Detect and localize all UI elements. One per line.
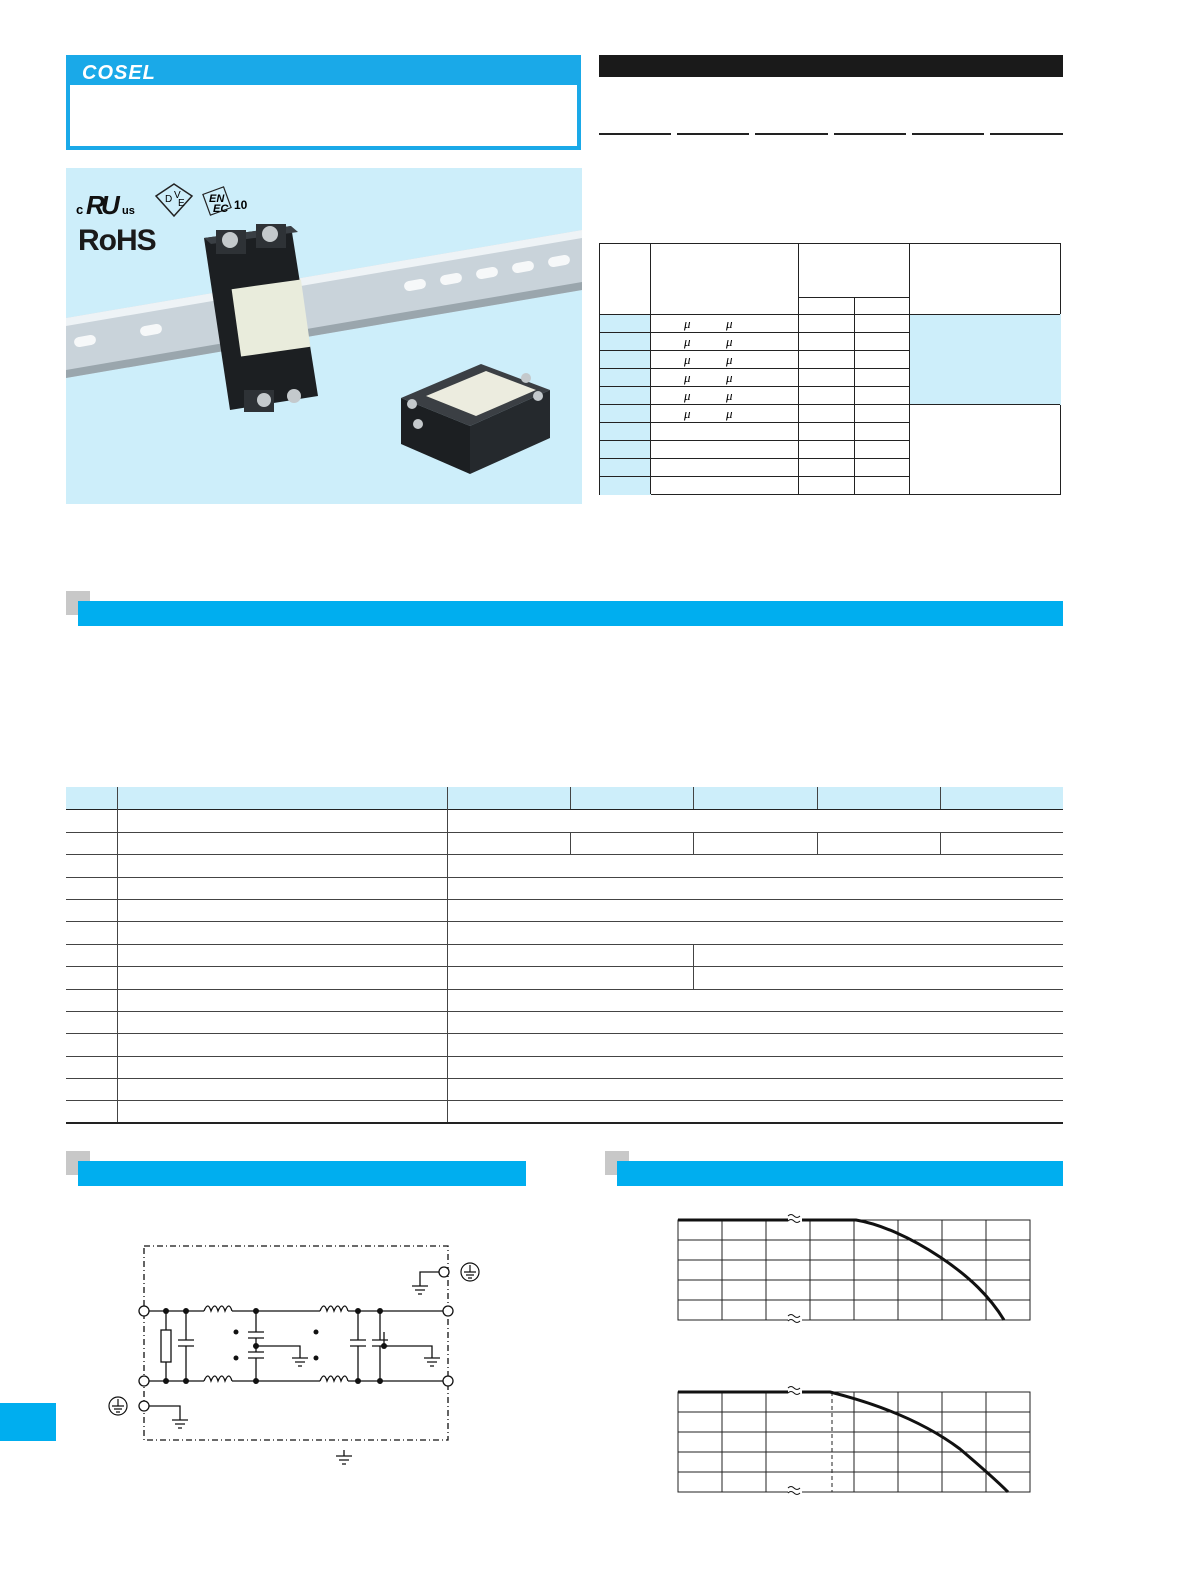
mu-symbol: μ — [726, 370, 733, 385]
ul-logo-2: U — [101, 190, 120, 220]
mu-symbol: μ — [684, 316, 691, 331]
divider-segment — [990, 133, 1063, 135]
derating-curve-2 — [678, 1392, 1008, 1492]
brand-header-box — [66, 55, 581, 150]
page-index-tab — [0, 1403, 56, 1441]
svg-text:EN: EN — [209, 193, 225, 205]
brand-bar — [70, 59, 577, 85]
rohs-label: RoHS — [78, 224, 156, 257]
cosel-logo: COSEL — [82, 62, 156, 84]
model-table — [599, 243, 1061, 495]
divider-segment — [912, 133, 984, 135]
divider-segment — [599, 133, 671, 135]
mu-symbol: μ — [684, 352, 691, 367]
svg-text:EC: EC — [213, 203, 229, 215]
divider-segment — [677, 133, 749, 135]
svg-text:D: D — [165, 194, 173, 205]
title-bar — [599, 55, 1063, 77]
product-photo — [66, 168, 582, 504]
svg-text:10: 10 — [234, 198, 248, 212]
mu-symbol: μ — [684, 406, 691, 421]
specifications-table — [66, 787, 1063, 1124]
specs-header-row — [66, 787, 1063, 810]
derating-curve-1 — [678, 1220, 1004, 1320]
features-section-bar — [78, 601, 1063, 626]
derating-chart-2 — [670, 1384, 1040, 1502]
svg-text:V: V — [174, 190, 181, 201]
mu-symbol: μ — [726, 352, 733, 367]
derating-chart-1 — [670, 1212, 1040, 1330]
ul-logo: R — [86, 190, 105, 220]
mu-symbol: μ — [726, 334, 733, 349]
filter-module-vertical — [204, 224, 318, 412]
mu-symbol: μ — [726, 316, 733, 331]
svg-text:E: E — [178, 198, 185, 209]
ul-c-mark: c — [76, 202, 84, 217]
mu-symbol: μ — [726, 406, 733, 421]
mu-symbol: μ — [726, 388, 733, 403]
filter-module-horizontal — [401, 364, 550, 474]
mu-symbol: μ — [684, 334, 691, 349]
circuit-diagram — [100, 1240, 500, 1470]
derating-section-bar — [617, 1161, 1063, 1186]
divider-segment — [834, 133, 906, 135]
divider-segment — [755, 133, 828, 135]
circuit-section-bar — [78, 1161, 526, 1186]
mu-symbol: μ — [684, 370, 691, 385]
product-photo-panel — [66, 168, 582, 504]
group-highlight — [910, 314, 1061, 405]
ul-us-mark: us — [122, 205, 135, 217]
mu-symbol: μ — [684, 388, 691, 403]
